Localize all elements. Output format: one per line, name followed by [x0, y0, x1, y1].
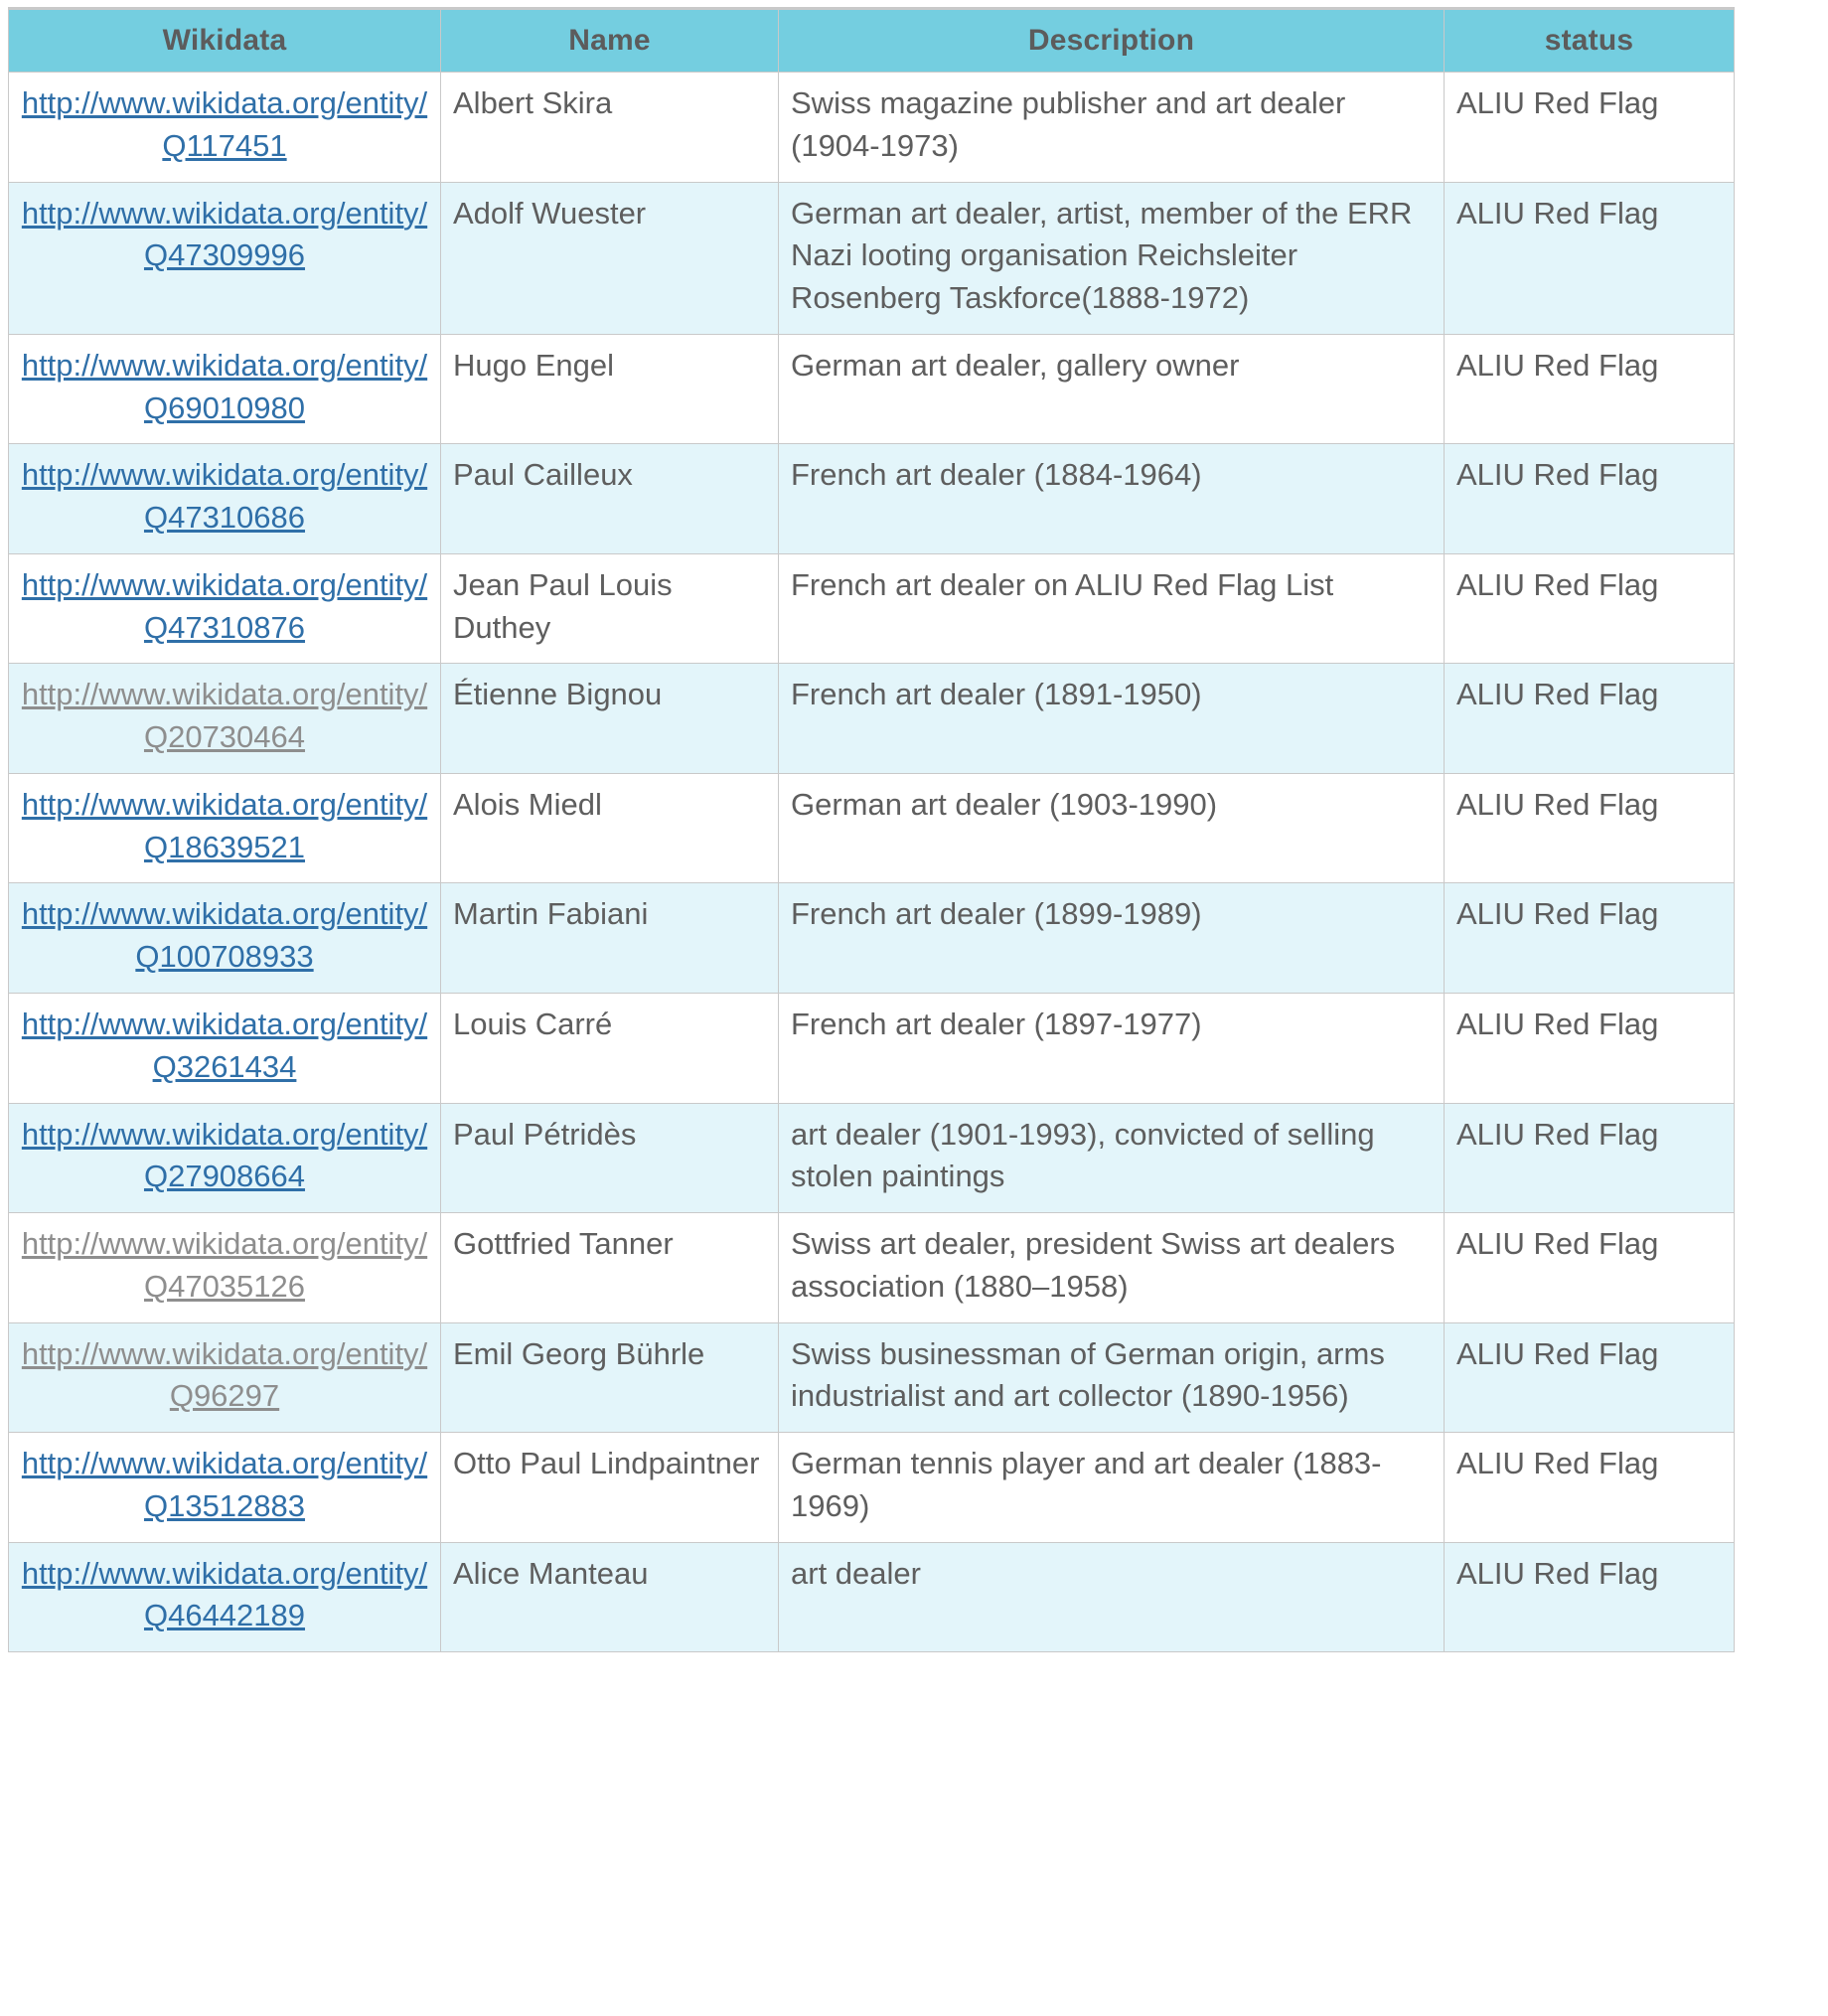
cell-wikidata [9, 994, 441, 1104]
cell-status: ALIU Red Flag [1445, 994, 1735, 1104]
results-table-container [0, 7, 1828, 1652]
table-row [9, 1103, 1735, 1213]
wikidata-entity-link[interactable]: http://www.wikidata.org/entity/Q3261434 [21, 1007, 428, 1084]
column-header-description[interactable]: Description [779, 9, 1445, 73]
cell-description: German tennis player and art dealer (1883-1969) [779, 1433, 1445, 1543]
table-row [9, 1542, 1735, 1652]
table-row [9, 73, 1735, 183]
cell-wikidata [9, 664, 441, 774]
wikidata-entity-link[interactable]: http://www.wikidata.org/entity/Q100708933 [21, 896, 428, 975]
table-row [9, 994, 1735, 1104]
cell-wikidata [9, 444, 441, 554]
cell-name: Louis Carré [441, 994, 779, 1104]
cell-description: German art dealer, gallery owner [779, 334, 1445, 444]
cell-description: German art dealer (1903-1990) [779, 773, 1445, 883]
wikidata-results-table [8, 7, 1735, 1652]
table-row [9, 182, 1735, 334]
cell-name: Martin Fabiani [441, 883, 779, 994]
cell-wikidata [9, 1542, 441, 1652]
cell-status: ALIU Red Flag [1445, 1322, 1735, 1433]
table-row [9, 334, 1735, 444]
cell-description: French art dealer on ALIU Red Flag List [779, 553, 1445, 664]
cell-wikidata [9, 1322, 441, 1433]
cell-name: Albert Skira [441, 73, 779, 183]
cell-wikidata [9, 73, 441, 183]
cell-description: art dealer (1901-1993), convicted of selling stolen paintings [779, 1103, 1445, 1213]
cell-status: ALIU Red Flag [1445, 182, 1735, 334]
cell-description: French art dealer (1899-1989) [779, 883, 1445, 994]
cell-wikidata [9, 883, 441, 994]
cell-name: Jean Paul Louis Duthey [441, 553, 779, 664]
cell-name: Gottfried Tanner [441, 1213, 779, 1323]
table-header [9, 9, 1735, 73]
cell-description: art dealer [779, 1542, 1445, 1652]
wikidata-entity-link[interactable]: http://www.wikidata.org/entity/Q18639521 [21, 786, 428, 864]
wikidata-entity-link[interactable]: http://www.wikidata.org/entity/Q20730464 [21, 677, 428, 755]
table-row [9, 883, 1735, 994]
wikidata-entity-link[interactable]: http://www.wikidata.org/entity/Q47309996 [21, 195, 428, 273]
wikidata-entity-link[interactable]: http://www.wikidata.org/entity/Q47310876 [21, 566, 428, 645]
wikidata-entity-link[interactable]: http://www.wikidata.org/entity/Q13512883 [21, 1446, 428, 1523]
cell-status: ALIU Red Flag [1445, 1542, 1735, 1652]
cell-wikidata [9, 1433, 441, 1543]
table-row [9, 1433, 1735, 1543]
wikidata-entity-link[interactable]: http://www.wikidata.org/entity/Q96297 [21, 1335, 428, 1414]
table-header-row [9, 9, 1735, 73]
cell-status: ALIU Red Flag [1445, 334, 1735, 444]
cell-description: Swiss magazine publisher and art dealer (1904-1973) [779, 73, 1445, 183]
wikidata-entity-link[interactable]: http://www.wikidata.org/entity/Q47310686 [21, 457, 428, 536]
cell-status: ALIU Red Flag [1445, 664, 1735, 774]
cell-name: Étienne Bignou [441, 664, 779, 774]
wikidata-entity-link[interactable]: http://www.wikidata.org/entity/Q117451 [21, 85, 428, 163]
cell-name: Alois Miedl [441, 773, 779, 883]
cell-description: French art dealer (1897-1977) [779, 994, 1445, 1104]
table-row [9, 444, 1735, 554]
cell-description: Swiss art dealer, president Swiss art dealers association (1880–1958) [779, 1213, 1445, 1323]
cell-name: Adolf Wuester [441, 182, 779, 334]
cell-name: Emil Georg Bührle [441, 1322, 779, 1433]
table-body [9, 73, 1735, 1652]
cell-status: ALIU Red Flag [1445, 1213, 1735, 1323]
cell-status: ALIU Red Flag [1445, 444, 1735, 554]
column-header-status[interactable]: status [1445, 9, 1735, 73]
cell-wikidata [9, 334, 441, 444]
cell-name: Paul Pétridès [441, 1103, 779, 1213]
wikidata-entity-link[interactable]: http://www.wikidata.org/entity/Q27908664 [21, 1116, 428, 1194]
cell-status: ALIU Red Flag [1445, 73, 1735, 183]
cell-status: ALIU Red Flag [1445, 1103, 1735, 1213]
wikidata-entity-link[interactable]: http://www.wikidata.org/entity/Q69010980 [21, 347, 428, 425]
column-header-wikidata[interactable]: Wikidata [9, 9, 441, 73]
cell-name: Otto Paul Lindpaintner [441, 1433, 779, 1543]
cell-description: Swiss businessman of German origin, arms industrialist and art collector (1890-1956) [779, 1322, 1445, 1433]
table-row [9, 1213, 1735, 1323]
table-row [9, 664, 1735, 774]
wikidata-entity-link[interactable]: http://www.wikidata.org/entity/Q47035126 [21, 1226, 428, 1304]
cell-description: French art dealer (1884-1964) [779, 444, 1445, 554]
cell-name: Hugo Engel [441, 334, 779, 444]
cell-wikidata [9, 1103, 441, 1213]
cell-description: French art dealer (1891-1950) [779, 664, 1445, 774]
table-row [9, 1322, 1735, 1433]
table-row [9, 773, 1735, 883]
cell-status: ALIU Red Flag [1445, 1433, 1735, 1543]
wikidata-entity-link[interactable]: http://www.wikidata.org/entity/Q46442189 [21, 1555, 428, 1633]
cell-description: German art dealer, artist, member of the ERR Nazi looting organisation Reichsleiter Rosenberg Taskforce(1888-1972) [779, 182, 1445, 334]
cell-name: Alice Manteau [441, 1542, 779, 1652]
cell-wikidata [9, 773, 441, 883]
cell-status: ALIU Red Flag [1445, 773, 1735, 883]
column-header-name[interactable]: Name [441, 9, 779, 73]
cell-status: ALIU Red Flag [1445, 553, 1735, 664]
cell-name: Paul Cailleux [441, 444, 779, 554]
cell-wikidata [9, 1213, 441, 1323]
table-row [9, 553, 1735, 664]
cell-status: ALIU Red Flag [1445, 883, 1735, 994]
cell-wikidata [9, 182, 441, 334]
cell-wikidata [9, 553, 441, 664]
